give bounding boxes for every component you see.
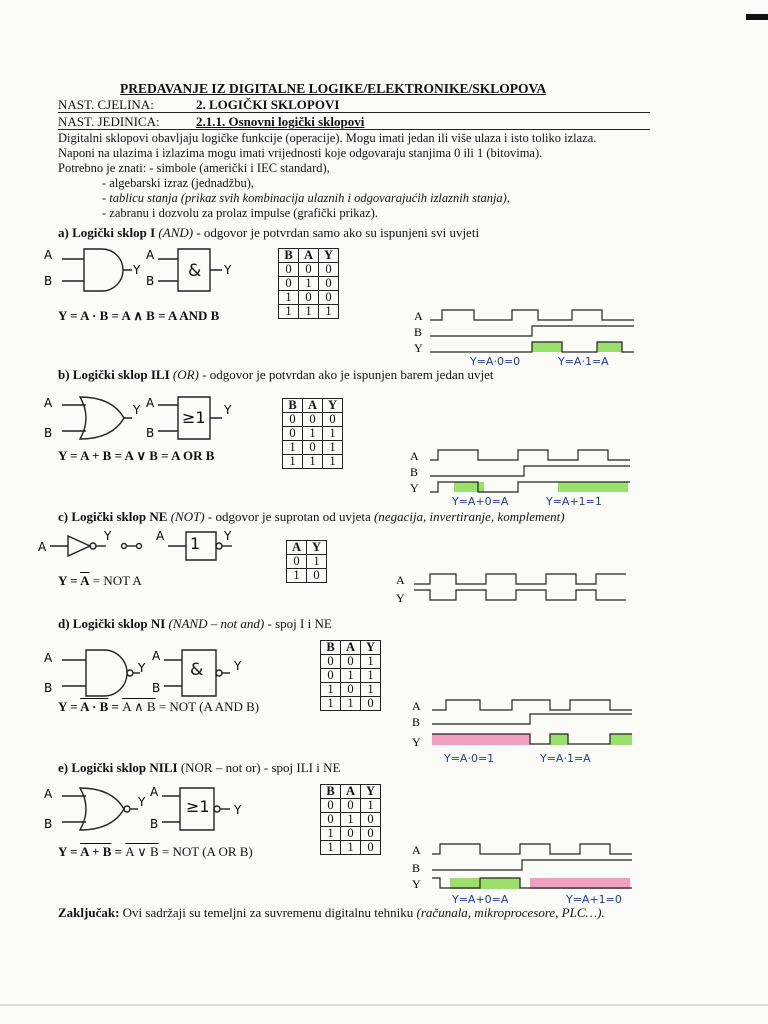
and-desc: - odgovor je potvrdan samo ako su ispunjeni svi uvjeti [196, 225, 480, 240]
and-iec-symbol: & [188, 261, 202, 281]
svg-text:B: B [44, 817, 53, 831]
conclusion-text: Ovi sadržaji su temeljni za suvremenu digitalnu tehniku [122, 905, 414, 920]
intro-line-6: - zabranu i dozvolu za prolaz impulse (grafički prikaz). [102, 206, 378, 220]
not-timing-diagram [394, 568, 634, 608]
or-truth-table: B A Y 0 0 0 0 1 1 1 0 1 1 1 1 [282, 398, 343, 469]
svg-text:A: A [410, 449, 419, 463]
svg-text:A: A [412, 843, 421, 857]
svg-text:A: A [44, 396, 53, 410]
svg-text:Y: Y [104, 529, 112, 543]
nand-truth-table: B A Y 0 0 1 0 1 1 1 0 1 1 1 0 [320, 640, 381, 711]
not-heading: c) Logički sklop NE [58, 509, 168, 524]
nor-heading-line [58, 760, 340, 775]
not-iec-symbol: 1 [190, 534, 201, 553]
svg-text:A: A [146, 396, 155, 410]
and-gate-symbols [40, 245, 270, 301]
svg-text:Y: Y [234, 659, 242, 673]
header-rule-2 [58, 129, 650, 130]
and-name: (AND) [158, 225, 194, 240]
svg-text:B: B [150, 817, 159, 831]
and-formula: Y = A · B = A ∧ B = A AND B [58, 308, 220, 323]
svg-text:A: A [156, 529, 165, 543]
document-title: PREDAVANJE IZ DIGITALNE LOGIKE/ELEKTRONIKE/SKLOPOVA [120, 81, 547, 96]
nand-timing-diagram [410, 694, 640, 754]
not-desc-2: (negacija, invertiranje, komplement) [373, 509, 565, 524]
svg-text:B: B [146, 426, 155, 440]
nand-heading-line [58, 616, 332, 631]
or-desc: - odgovor je potvrdan ako je ispunjen barem jedan uvjet [202, 367, 494, 382]
not-formula: $Y = \overline{A}$ = NOT A [58, 573, 142, 588]
intro-line-4: - algebarski izraz (jednadžbu), [102, 176, 255, 190]
cjelina-label: NAST. CJELINA: [58, 97, 154, 112]
svg-text:A: A [396, 573, 405, 587]
svg-text:B: B [44, 426, 53, 440]
svg-text:Y: Y [138, 795, 146, 809]
svg-text:Y: Y [234, 803, 242, 817]
svg-text:Y: Y [224, 403, 232, 417]
svg-text:Y: Y [412, 735, 421, 749]
svg-text:Y: Y [138, 661, 146, 675]
svg-text:Y: Y [224, 263, 232, 277]
intro-line-5: - tablicu stanja (prikaz svih kombinacija ulaznih i odgovarajućih izlaznih stanja), [102, 191, 510, 205]
svg-text:Y: Y [410, 481, 419, 495]
nor-note-2: Y=A+1=0 [566, 893, 622, 906]
svg-text:B: B [410, 465, 419, 479]
and-note-2: Y=A·1=A [558, 355, 609, 368]
svg-text:A: A [44, 651, 53, 665]
nor-note-1: Y=A+0=A [452, 893, 509, 906]
not-gate-symbols [36, 528, 266, 564]
or-heading-line [58, 367, 493, 382]
intro-line-3: Potrebno je znati: - simbole (američki i IEC standard), [58, 161, 330, 175]
or-name: (OR) [172, 367, 199, 382]
nor-desc: - spoj ILI i NE [263, 760, 341, 775]
nand-heading: d) Logički sklop NI [58, 616, 166, 631]
svg-text:A: A [412, 699, 421, 713]
svg-text:B: B [146, 274, 155, 288]
or-note-1: Y=A+0=A [452, 495, 509, 508]
svg-text:A: A [150, 785, 159, 799]
or-timing-diagram [408, 444, 638, 500]
not-heading-line [58, 509, 565, 524]
header-rule-1 [58, 112, 650, 113]
svg-text:A: A [152, 649, 161, 663]
svg-text:Y: Y [412, 877, 421, 891]
or-heading: b) Logički sklop ILI [58, 367, 170, 382]
svg-text:A: A [44, 787, 53, 801]
nor-timing-diagram [410, 838, 640, 896]
svg-text:B: B [44, 274, 53, 288]
not-truth-table: A Y 0 1 1 0 [286, 540, 327, 583]
and-note-1: Y=A·0=0 [470, 355, 521, 368]
svg-text:Y: Y [396, 591, 405, 605]
nor-iec-symbol: ≥1 [186, 797, 210, 816]
or-formula: Y = A + B = A ∨ B = A OR B [58, 448, 215, 463]
nand-formula: Y = A · B = A ∧ B = NOT (A AND B) [58, 699, 260, 714]
svg-text:Y: Y [133, 263, 141, 277]
jedinica-label: NAST. JEDINICA: [58, 114, 160, 129]
nand-note-1: Y=A·0=1 [444, 752, 495, 765]
svg-text:B: B [412, 715, 421, 729]
nor-formula: Y = A + B = A ∨ B = NOT (A OR B) [58, 844, 253, 859]
conclusion-italic: (računala, mikroprocesore, PLC…). [416, 905, 605, 920]
and-heading: a) Logički sklop I [58, 225, 156, 240]
svg-text:Y: Y [133, 403, 141, 417]
or-note-2: Y=A+1=1 [546, 495, 602, 508]
svg-text:B: B [414, 325, 423, 339]
nand-iec-symbol: & [190, 660, 204, 680]
and-heading-line [58, 225, 479, 240]
nand-name: (NAND – not and) [168, 616, 265, 631]
cjelina-value: 2. LOGIČKI SKLOPOVI [196, 97, 340, 112]
svg-text:B: B [152, 681, 161, 695]
conclusion-label: Zaključak: [58, 905, 120, 920]
conclusion [58, 905, 605, 920]
svg-text:Y: Y [224, 529, 232, 543]
svg-text:A: A [146, 248, 155, 262]
or-gate-symbols [40, 393, 270, 449]
nor-gate-symbols [40, 784, 270, 836]
nand-note-2: Y=A·1=A [540, 752, 591, 765]
or-iec-symbol: ≥1 [182, 408, 206, 427]
not-name: (NOT) [170, 509, 205, 524]
svg-text:Y: Y [414, 341, 423, 355]
scan-bottom-edge [0, 1004, 768, 1006]
nor-name: (NOR – not or) [180, 760, 261, 775]
page-corner-mark [746, 14, 768, 20]
nor-truth-table: B A Y 0 0 1 0 1 0 1 0 0 1 1 0 [320, 784, 381, 855]
nand-gate-symbols [40, 648, 270, 700]
intro-line-2: Naponi na ulazima i izlazima mogu imati vrijednosti koje odgovaraju stanjima 0 ili 1 (bitovima). [58, 146, 543, 160]
jedinica-value: 2.1.1. Osnovni logički sklopovi [196, 114, 365, 129]
nor-heading: e) Logički sklop NILI [58, 760, 178, 775]
svg-text:A: A [414, 309, 423, 323]
intro-line-1: Digitalni sklopovi obavljaju logičke funkcije (operacije). Mogu imati jedan ili više ulaza i isto toliko izlaza. [58, 131, 597, 145]
svg-text:B: B [412, 861, 421, 875]
and-truth-table: B A Y 0 0 0 0 1 0 1 0 0 1 1 1 [278, 248, 339, 319]
svg-text:B: B [44, 681, 53, 695]
svg-text:A: A [44, 248, 53, 262]
svg-text:A: A [38, 540, 47, 554]
nand-desc: - spoj I i NE [267, 616, 332, 631]
not-desc: - odgovor je suprotan od uvjeta [207, 509, 371, 524]
